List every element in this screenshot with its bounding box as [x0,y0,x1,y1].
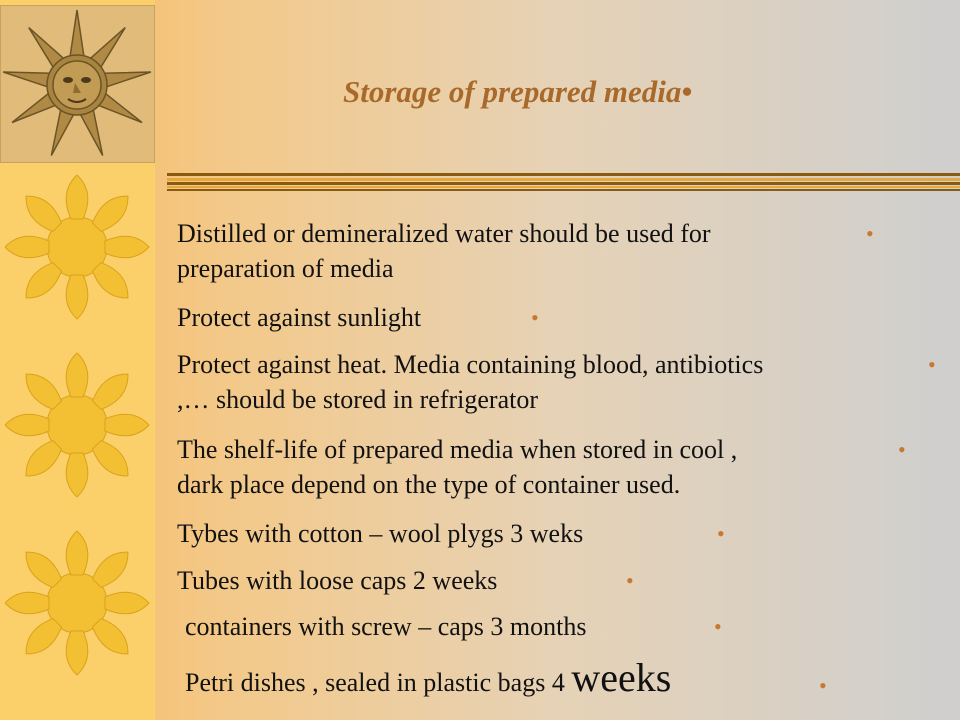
slide-title: Storage of prepared media• [343,74,693,109]
list-item: The shelf-life of prepared media when stored in cool , dark place depend on the type of container used. [177,435,738,499]
bullet-marker: • [898,437,906,462]
bullet-marker: • [714,614,722,639]
bullet-marker: • [717,521,725,546]
list-item: Distilled or demineralized water should be used for preparation of media [177,219,711,283]
list-item: Protect against sunlight [177,303,422,332]
bullet-marker: • [819,673,827,698]
emphasized-word: weeks [571,655,672,700]
list-item: Tybes with cotton – wool plygs 3 weks [177,519,584,548]
list-item: containers with screw – caps 3 months [185,612,587,641]
list-item: Petri dishes , sealed in plastic bags 4 weeks [185,655,672,700]
bullet-marker: • [928,352,936,377]
list-item: Protect against heat. Media containing blood, antibiotics ,… should be stored in refrigerator [177,350,764,414]
bullet-marker: • [866,221,874,246]
list-item: Tubes with loose caps 2 weeks [177,566,498,595]
bullet-marker: • [626,568,634,593]
bullet-marker: • [531,305,539,330]
